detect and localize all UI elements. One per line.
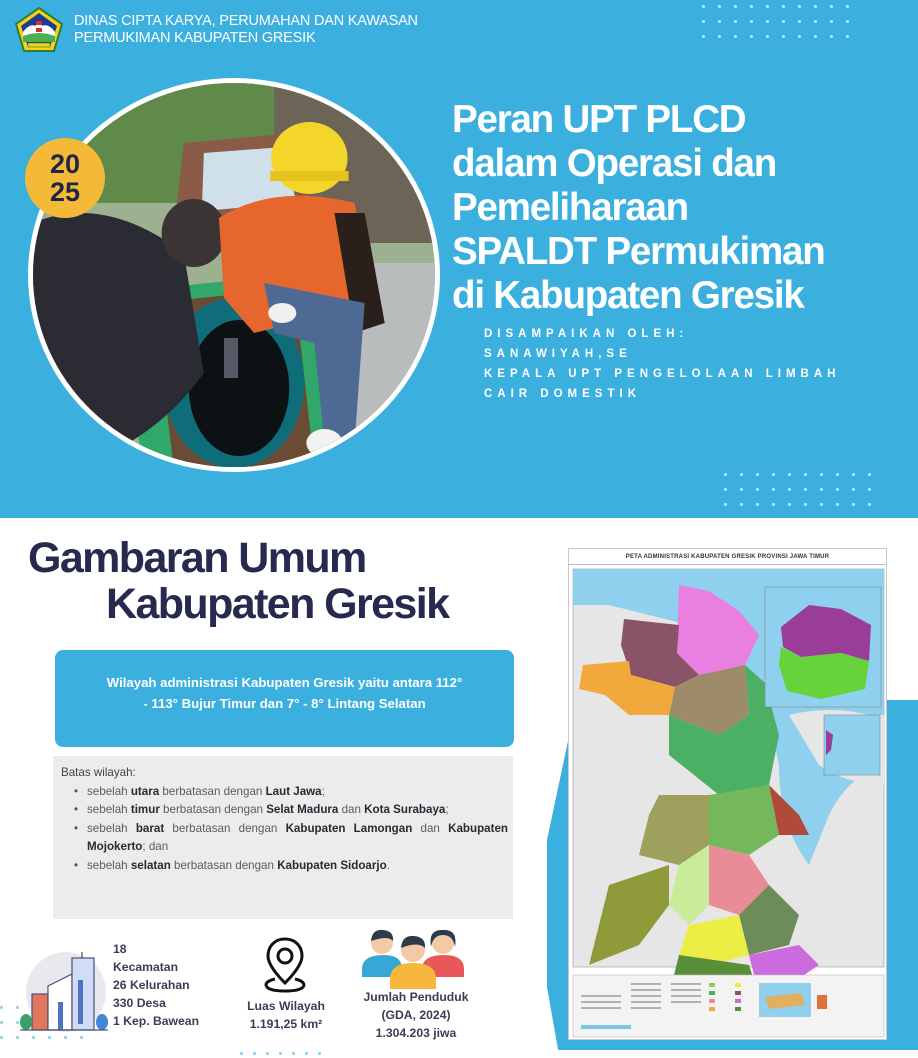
map-title: PETA ADMINISTRASI KABUPATEN GRESIK PROVINSI JAWA TIMUR bbox=[569, 549, 886, 565]
area-value: 1.191,25 km² bbox=[249, 1017, 323, 1031]
area-label: Luas Wilayah bbox=[247, 999, 325, 1013]
population-value: 1.304.203 jiwa bbox=[375, 1026, 457, 1040]
population-source: (GDA, 2024) bbox=[381, 1008, 451, 1022]
gresik-regency-map-image bbox=[569, 565, 888, 1041]
hero-section bbox=[0, 0, 918, 518]
presenter-role-line-1: KEPALA UPT PENGELOLAAN LIMBAH bbox=[484, 368, 841, 380]
title-line: Peran UPT PLCD bbox=[452, 98, 746, 141]
decorative-dot-grid bbox=[696, 0, 856, 45]
presenter-role-line-2: CAIR DOMESTIK bbox=[484, 388, 641, 400]
border-item-south: • sebelah selatan berbatasan dengan Kabupaten Sidoarjo. bbox=[61, 857, 508, 876]
presentation-title bbox=[452, 98, 912, 318]
title-line: Pemeliharaan bbox=[452, 186, 688, 229]
population-stat bbox=[352, 988, 480, 1042]
title-line: di Kabupaten Gresik bbox=[452, 274, 804, 317]
overview-title-line-1: Gambaran Umum bbox=[28, 534, 366, 582]
coordinates-box bbox=[55, 650, 514, 747]
title-line: dalam Operasi dan bbox=[452, 142, 777, 185]
year-badge bbox=[25, 138, 105, 218]
presenter-info bbox=[484, 324, 840, 404]
borders-heading: Batas wilayah: bbox=[61, 766, 136, 779]
population-label: Jumlah Penduduk bbox=[363, 990, 469, 1004]
presenter-label: DISAMPAIKAN OLEH: bbox=[484, 328, 689, 340]
area-stat bbox=[240, 997, 332, 1033]
people-group-icon bbox=[358, 927, 468, 989]
gresik-regency-emblem-icon bbox=[14, 6, 64, 54]
administrative-map bbox=[568, 548, 887, 1040]
borders-panel bbox=[53, 756, 513, 919]
agency-name-line-2: PERMUKIMAN KABUPATEN GRESIK bbox=[74, 30, 316, 46]
year-badge-top: 20 bbox=[49, 149, 81, 179]
coordinates-line-1: Wilayah administrasi Kabupaten Gresik yaitu antara 112° bbox=[106, 675, 463, 690]
decorative-dot-grid bbox=[234, 1046, 325, 1058]
location-pin-icon bbox=[262, 935, 308, 995]
hero-photo bbox=[28, 78, 440, 472]
decorative-dot-grid bbox=[718, 468, 878, 513]
year-badge-bottom: 25 bbox=[49, 177, 81, 207]
agency-header bbox=[14, 6, 418, 54]
presenter-name: SANAWIYAH,SE bbox=[484, 348, 632, 360]
city-buildings-icon bbox=[18, 950, 108, 1034]
border-item-east: • sebelah timur berbatasan dengan Selat Madura dan Kota Surabaya; bbox=[61, 801, 508, 820]
border-item-north: • sebelah utara berbatasan dengan Laut Jawa; bbox=[61, 783, 508, 802]
overview-title-line-2: Kabupaten Gresik bbox=[106, 580, 449, 628]
coordinates-line-2: - 113° Bujur Timur dan 7° - 8° Lintang Selatan bbox=[143, 696, 426, 711]
workers-inspecting-manhole-image bbox=[33, 83, 435, 467]
border-item-west: • sebelah barat berbatasan dengan Kabupaten Lamongan dan Kabupaten Mojokerto; dan bbox=[61, 820, 508, 857]
title-line: SPALDT Permukiman bbox=[452, 230, 825, 273]
overview-title bbox=[28, 535, 448, 627]
administrative-divisions-stat: 18 Kecamatan 26 Kelurahan 330 Desa 1 Kep. Bawean bbox=[113, 942, 200, 1028]
agency-name-line-1: DINAS CIPTA KARYA, PERUMAHAN DAN KAWASAN bbox=[74, 13, 418, 29]
borders-list bbox=[61, 783, 508, 876]
